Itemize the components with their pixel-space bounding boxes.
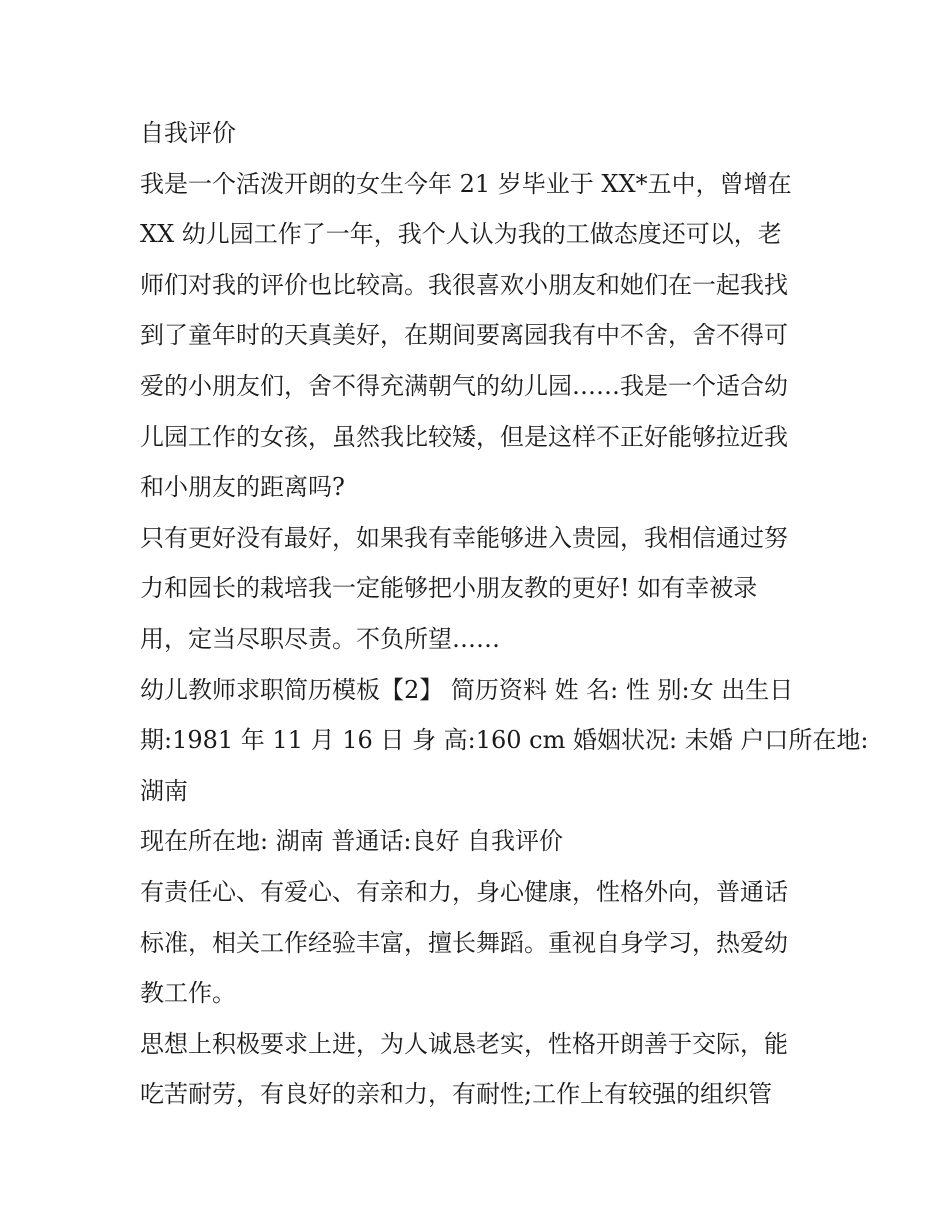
- resume-info-line: 期:1981 年 11 月 16 日 身 高:160 cm 婚姻状况: 未婚 户口所在地:: [140, 726, 869, 755]
- paragraph-line: 标准，相关工作经验丰富，擅长舞蹈。重视自身学习，热爱幼: [140, 928, 788, 957]
- section-heading-self-evaluation: 自我评价: [140, 119, 236, 147]
- paragraph-line: 我是一个活泼开朗的女生今年 21 岁毕业于 XX*五中，曾增在: [140, 169, 792, 198]
- paragraph-line: 师们对我的评价也比较高。我很喜欢小朋友和她们在一起我找: [140, 270, 788, 299]
- paragraph-line: 吃苦耐劳，有良好的亲和力，有耐性;工作上有较强的组织管: [140, 1080, 773, 1109]
- paragraph-line: 用，定当尽职尽责。不负所望……: [140, 624, 500, 653]
- resume-info-line: 幼儿教师求职简历模板【2】 简历资料 姓 名: 性 别:女 出生日: [140, 675, 794, 704]
- paragraph-line: 力和园长的栽培我一定能够把小朋友教的更好! 如有幸被录: [140, 574, 758, 603]
- resume-info-line: 现在所在地: 湖南 普通话:良好 自我评价: [140, 827, 564, 856]
- paragraph-line: 爱的小朋友们，舍不得充满朝气的幼儿园……我是一个适合幼: [140, 371, 788, 400]
- paragraph-line: 思想上积极要求上进，为人诚恳老实，性格开朗善于交际，能: [140, 1029, 788, 1058]
- document-body: [140, 108, 869, 1120]
- paragraph-line: 和小朋友的距离吗?: [140, 473, 345, 502]
- paragraph-line: XX 幼儿园工作了一年，我个人认为我的工做态度还可以，老: [140, 220, 782, 249]
- paragraph-line: 教工作。: [140, 979, 236, 1008]
- paragraph-line: 到了童年时的天真美好，在期间要离园我有中不舍，舍不得可: [140, 321, 788, 350]
- paragraph-line: 儿园工作的女孩，虽然我比较矮，但是这样不正好能够拉近我: [140, 422, 788, 451]
- resume-info-line: 湖南: [140, 776, 188, 805]
- paragraph-line: 只有更好没有最好，如果我有幸能够进入贵园，我相信通过努: [140, 523, 788, 552]
- paragraph-line: 有责任心、有爱心、有亲和力，身心健康，性格外向，普通话: [140, 877, 788, 906]
